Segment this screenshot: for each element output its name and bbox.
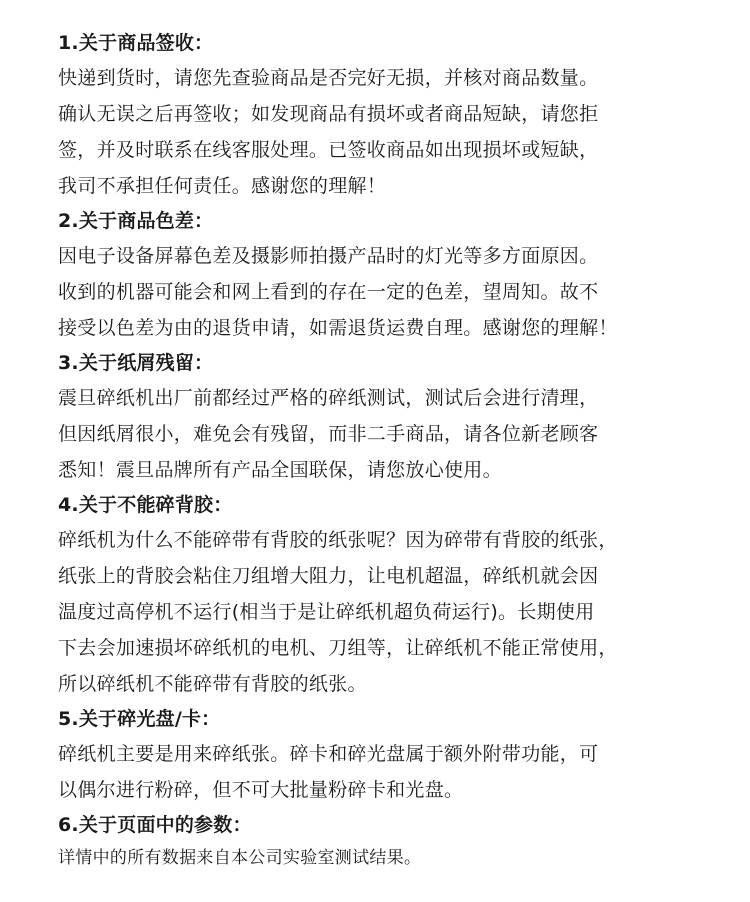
- section-title: 5.关于碎光盘/卡：: [58, 708, 221, 730]
- paragraph-line: 确认无误之后再签收；如发现商品有损坏或者商品短缺，请您拒: [58, 103, 599, 125]
- paragraph-line: 我司不承担任何责任。感谢您的理解！: [58, 175, 387, 197]
- paragraph-line: 碎纸机为什么不能碎带有背胶的纸张呢？因为碎带有背胶的纸张，: [58, 529, 618, 551]
- paragraph-line: 详情中的所有数据来自本公司实验室测试结果。: [58, 848, 422, 868]
- paragraph-line: 因电子设备屏幕色差及摄影师拍摄产品时的灯光等多方面原因。: [58, 245, 599, 267]
- paragraph-line: 快递到货时，请您先查验商品是否完好无损，并核对商品数量。: [58, 67, 599, 89]
- paragraph-line: 接受以色差为由的退货申请，如需退货运费自理。感谢您的理解！: [58, 317, 618, 339]
- section-paper-residue: [58, 346, 738, 488]
- section-title: 4.关于不能碎背胶：: [58, 494, 233, 516]
- section-title: 1.关于商品签收：: [58, 32, 214, 54]
- paragraph-line: 签，并及时联系在线客服处理。已签收商品如出现损坏或短缺，: [58, 139, 599, 161]
- paragraph-line: 纸张上的背胶会粘住刀组增大阻力，让电机超温，碎纸机就会因: [58, 565, 599, 587]
- section-disc-card: [58, 702, 738, 808]
- paragraph-line: 下去会加速损坏碎纸机的电机、刀组等，让碎纸机不能正常使用，: [58, 637, 618, 659]
- paragraph-line: 碎纸机主要是用来碎纸张。碎卡和碎光盘属于额外附带功能，可: [58, 743, 599, 765]
- section-color-difference: [58, 204, 738, 346]
- paragraph-line: 收到的机器可能会和网上看到的存在一定的色差，望周知。故不: [58, 281, 599, 303]
- section-title: 6.关于页面中的参数：: [58, 814, 252, 836]
- section-title: 2.关于商品色差：: [58, 210, 214, 232]
- purchase-notice: [58, 26, 738, 874]
- paragraph-line: 悉知！震旦品牌所有产品全国联保，请您放心使用。: [58, 459, 502, 481]
- paragraph-line: 震旦碎纸机出厂前都经过严格的碎纸测试，测试后会进行清理，: [58, 387, 599, 409]
- paragraph-line: 温度过高停机不运行(相当于是让碎纸机超负荷运行)。长期使用: [58, 601, 595, 623]
- paragraph-line: 所以碎纸机不能碎带有背胶的纸张。: [58, 673, 367, 695]
- section-adhesive-paper: [58, 488, 738, 702]
- section-receipt: [58, 26, 738, 204]
- paragraph-line: 但因纸屑很小，难免会有残留，而非二手商品，请各位新老顾客: [58, 423, 599, 445]
- section-title: 3.关于纸屑残留：: [58, 352, 214, 374]
- paragraph-line: 以偶尔进行粉碎，但不可大批量粉碎卡和光盘。: [58, 779, 464, 801]
- section-parameters: [58, 808, 738, 874]
